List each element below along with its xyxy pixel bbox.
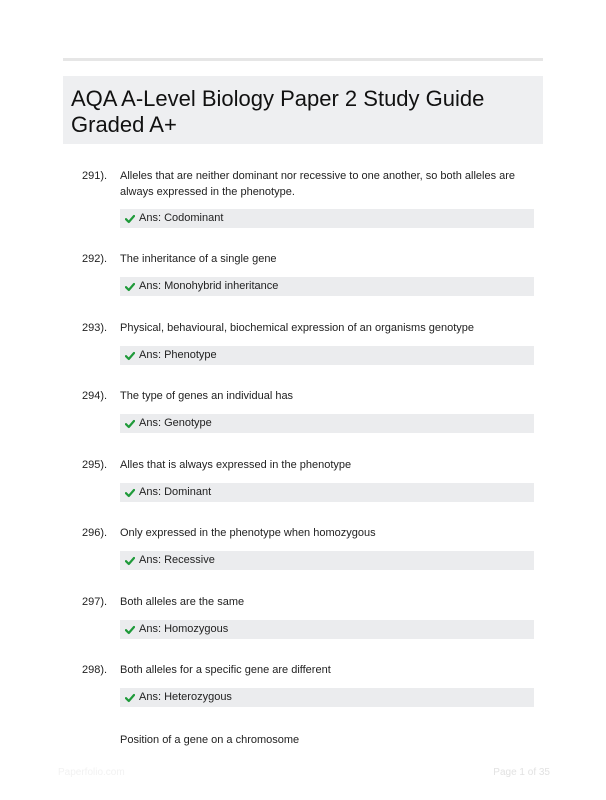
question-number: 295). [82, 459, 108, 471]
question-text: Both alleles are the same [120, 596, 245, 608]
answer-box [120, 209, 534, 228]
answer-text: Ans: Homozygous [139, 623, 229, 635]
check-icon [125, 214, 135, 224]
check-icon [125, 556, 135, 566]
title-box [63, 76, 543, 144]
top-rule [63, 58, 543, 61]
answer-box [120, 483, 534, 502]
answer-text: Ans: Monohybrid inheritance [139, 280, 279, 292]
check-icon [125, 282, 135, 292]
answer-text: Ans: Recessive [139, 554, 215, 566]
answer-text: Ans: Dominant [139, 486, 212, 498]
document-title: AQA A-Level Biology Paper 2 Study Guide Graded A+ [71, 86, 485, 137]
answer-text: Ans: Codominant [139, 212, 224, 224]
question-number: 292). [82, 253, 108, 265]
footer-watermark: Paperfolio.com [58, 767, 125, 778]
question-text: The type of genes an individual has [120, 390, 294, 402]
trailing-question-text: Position of a gene on a chromosome [120, 734, 300, 746]
answer-box [120, 551, 534, 570]
answer-text: Ans: Phenotype [139, 349, 217, 361]
question-number: 291). [82, 170, 108, 182]
question-number: 298). [82, 664, 108, 676]
answer-box [120, 346, 534, 365]
question-number: 296). [82, 527, 108, 539]
question-text: Alleles that are neither dominant nor recessive to one another, so both alleles are always expressed in the phenotype. [120, 170, 516, 198]
question-number: 297). [82, 596, 108, 608]
check-icon [125, 419, 135, 429]
check-icon [125, 488, 135, 498]
answer-text: Ans: Heterozygous [139, 691, 232, 703]
answer-box [120, 277, 534, 296]
check-icon [125, 625, 135, 635]
answer-box [120, 688, 534, 707]
question-number: 294). [82, 390, 108, 402]
answer-box [120, 620, 534, 639]
check-icon [125, 351, 135, 361]
question-text: Physical, behavioural, biochemical expression of an organisms genotype [120, 322, 475, 334]
question-text: Alles that is always expressed in the phenotype [120, 459, 352, 471]
question-number: 293). [82, 322, 108, 334]
answer-box [120, 414, 534, 433]
question-text: Both alleles for a specific gene are different [120, 664, 331, 676]
answer-text: Ans: Genotype [139, 417, 212, 429]
question-text: Only expressed in the phenotype when homozygous [120, 527, 376, 539]
question-text: The inheritance of a single gene [120, 253, 277, 265]
check-icon [125, 693, 135, 703]
page-number: Page 1 of 35 [493, 767, 550, 778]
